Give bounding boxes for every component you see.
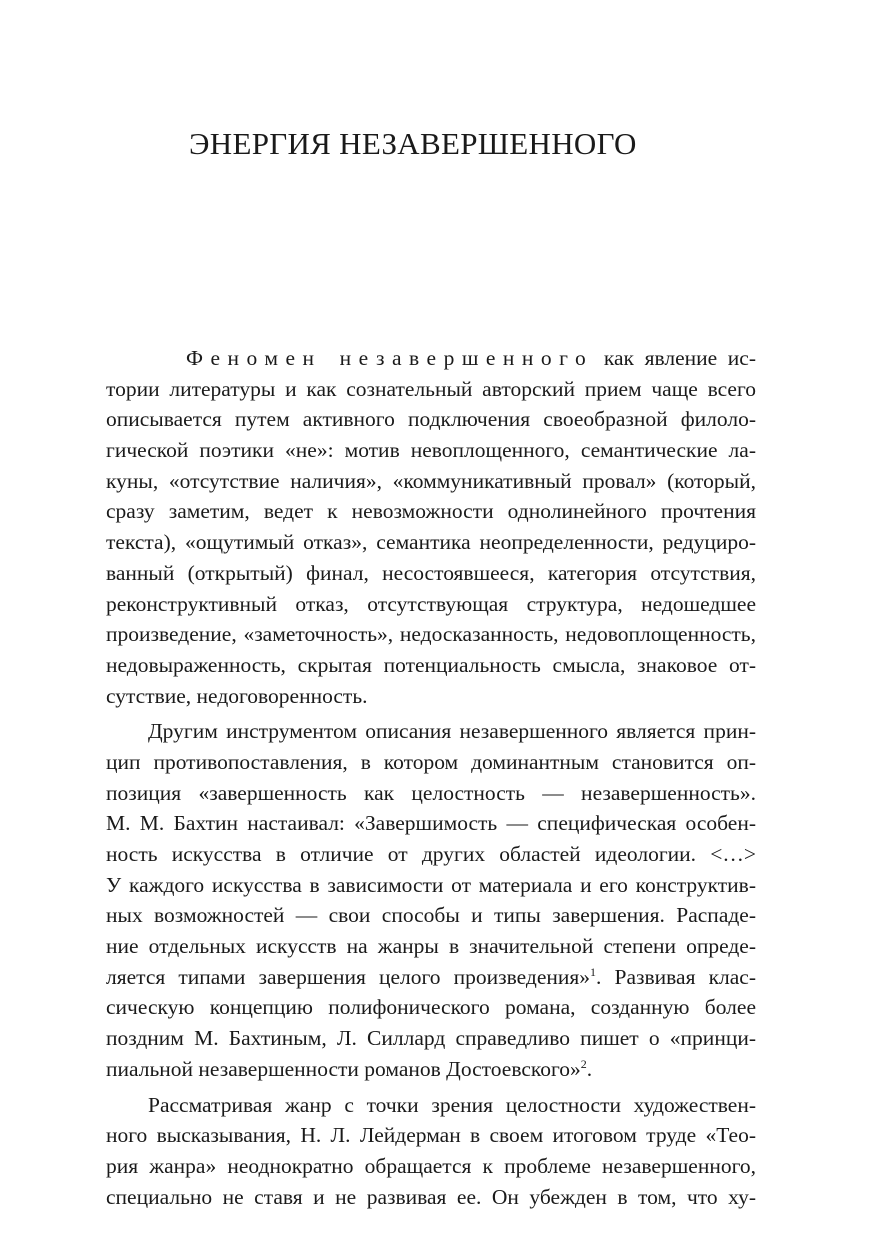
text-line: ность искусства в отличие от других областей идеологии. <…> bbox=[106, 842, 756, 866]
paragraph-2 bbox=[106, 716, 756, 1084]
text-line: ние отдельных искусств на жанры в значительной степени опреде- bbox=[106, 934, 756, 959]
text-line: У каждого искусства в зависимости от материала и его конструктив- bbox=[106, 872, 756, 897]
text-line: описывается путем активного подключения своеобразной филоло- bbox=[106, 407, 756, 432]
paragraph-1 bbox=[106, 343, 756, 711]
footnote-ref[interactable]: 1 bbox=[590, 964, 597, 979]
footnote-ref[interactable]: 2 bbox=[580, 1056, 587, 1071]
text-line: ного высказывания, Н. Л. Лейдерман в своем итоговом труде «Тео- bbox=[106, 1123, 756, 1148]
text-line: недовыраженность, скрытая потенциальность смысла, знаковое от- bbox=[106, 652, 756, 677]
text-line: ных возможностей — свои способы и типы завершения. Распаде- bbox=[106, 903, 756, 928]
text-line: тории литературы и как сознательный авторский прием чаще всего bbox=[106, 376, 756, 401]
text-line: рия жанра» неоднократно обращается к проблеме незавершенного, bbox=[106, 1153, 756, 1178]
text-line: М. М. Бахтин настаивал: «Завершимость — специфическая особен- bbox=[106, 811, 756, 836]
body-text bbox=[106, 343, 756, 1212]
text-line: реконструктивный отказ, отсутствующая структура, недошедшее bbox=[106, 591, 756, 616]
chapter-title: ЭНЕРГИЯ НЕЗАВЕРШЕННОГО bbox=[189, 126, 637, 161]
text-line: цип противопоставления, в котором доминантным становится оп- bbox=[106, 749, 756, 774]
spaced-term: Феномен незавершенного bbox=[186, 346, 594, 370]
text-line: пиальной незавершенности романов Достоевского»$^2$. bbox=[106, 1056, 593, 1081]
text-line: специально не ставя и не развивая ее. Он убежден в том, что ху- bbox=[106, 1184, 756, 1209]
text-line: Феномен незавершенного как явление ис- bbox=[186, 346, 756, 370]
paragraph-3 bbox=[106, 1090, 756, 1213]
text-line: поздним М. Бахтиным, Л. Силлард справедливо пишет о «принци- bbox=[106, 1026, 756, 1051]
text-line: Другим инструментом описания незавершенного является прин- bbox=[148, 719, 756, 744]
text-line: сразу заметим, ведет к невозможности однолинейного прочтения bbox=[106, 499, 756, 524]
text-line: куны, «отсутствие наличия», «коммуникативный провал» (который, bbox=[106, 468, 756, 493]
text-line: ляется типами завершения целого произведения»$^1$. Развивая клас- bbox=[106, 964, 756, 989]
text-line: текста), «ощутимый отказ», семантика неопределенности, редуциро- bbox=[106, 530, 756, 555]
text-line: гической поэтики «не»: мотив невоплощенного, семантические ла- bbox=[106, 438, 756, 463]
text-line: произведение, «заметочность», недосказанность, недовоплощенность, bbox=[106, 622, 756, 647]
text-line: сическую концепцию полифонического романа, созданную более bbox=[106, 995, 756, 1020]
text-line: позиция «завершенность как целостность — незавершенность». bbox=[106, 780, 756, 805]
text-line: сутствие, недоговоренность. bbox=[106, 683, 368, 708]
text-line: Рассматривая жанр с точки зрения целостности художествен- bbox=[148, 1092, 756, 1117]
text-line: ванный (открытый) финал, несостоявшееся, категория отсутствия, bbox=[106, 560, 756, 585]
